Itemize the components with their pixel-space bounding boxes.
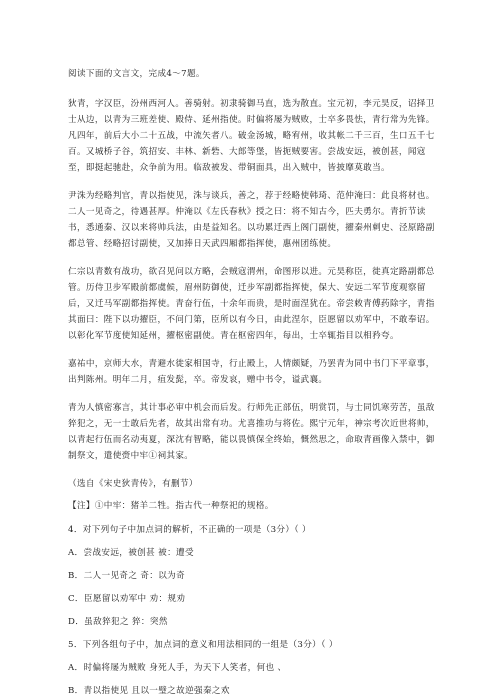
question-4-option-d: D．虽敌猝犯之 猝：突然 (68, 617, 168, 627)
question-4-option-b: B．二人一见奇之 奇：以为奇 (68, 571, 186, 581)
question-5-stem: 5．下列各组句子中，加点词的意义和用法相同的一组是（3分）（ ） (68, 640, 338, 650)
question-5-option-b: B．青以指使见 且以一璧之故逆强秦之欢 (68, 686, 230, 696)
instruction-text: 阅读下面的文言文，完成4～7题。 (68, 69, 205, 79)
question-4-stem: 4．对下列句子中加点词的解析，不正确的一项是（3分）（ ） (68, 525, 311, 535)
footnote: 【注】①中牢：猪羊二牲。指古代一种祭祀的规格。 (68, 501, 274, 511)
question-4-option-a: A．尝战安远，被创甚 被：遭受 (68, 548, 194, 558)
source-citation: （选自《宋史狄青传》，有删节） (68, 479, 198, 489)
question-5-option-a: A．时偏将屡为贼败 身死人手，为天下人笑者，何也 、 (68, 663, 287, 673)
question-4-option-c: C．臣愿留以劝军中 劝：规劝 (68, 594, 186, 604)
passage-paragraph-2: 尹洙为经略判官，青以指使见，洙与谈兵，善之，荐于经略使韩琦、范仲淹曰：此良将材也。二人一见奇之，待遇甚厚。仲淹以《左氏春秋》授之曰：将不知古今，匹夫勇尔。青折节读书，悉通秦、汉以来将帅兵法，由是益知名。以功累迁西上阁门副使，擢秦州刺史、泾原路副都总管、经略招讨副使，又加捧日天武四厢都指挥使，惠州团练使。 (68, 191, 435, 249)
passage-paragraph-1: 狄青，字汉臣，汾州西河人。善骑射。初隶骑御马直，选为散直。宝元初，李元昊反，诏择卫士从边，以青为三班差使、殿侍、延州指使。时偏将屡为贼败，士卒多畏怯，青行常为先锋。凡四年，前后大小二十五战，中流矢者八。破金汤城，略宥州，收其帐二千三百，生口五千七百。又城桥子谷，筑招安、丰林、新砦、大郎等堡，皆扼贼要害。尝战安远，被创甚，闻寇至，即挺起驰赴，众争前为用。临敌被发、带铜面具，出入贼中，皆披靡莫敢当。 (68, 99, 435, 173)
passage-paragraph-4: 嘉祐中，京师大水，青避水徙家相国寺，行止殿上，人情颇疑，乃罢青为同中书门下平章事，出判陈州。明年二月，疽发髭，卒。帝发哀，赠中书令，谥武襄。 (68, 359, 435, 385)
passage-paragraph-5: 青为人慎密寡言，其计事必审中机会而后发。行师先正部伍，明赏罚，与士同饥寒劳苦，虽敌猝犯之，无一士敢后先者，故其出常有功。尤喜推功与将佐。熙宁元年，神宗考次近世将帅，以青起行伍而名动夷夏，深沈有智略，能以畏慎保全终始，慨然思之，命取青画像入禁中，御制祭文，遣使赍中牢①祠其家。 (68, 403, 435, 461)
passage-paragraph-3: 仁宗以青数有战功，欲召见问以方略，会贼寇渭州，命图形以进。元昊称臣，徙真定路副都总管。历侍卫步军殿前都虞候，眉州防御使，迁步军副都指挥使，保大、安远二军节度观察留后，又迁马军副都指挥使。青奋行伍，十余年而贵，是时面涅犹在。帝尝敕青傅药除字，青指其面曰：陛下以功擢臣，不问门第，臣所以有今日，由此涅尔，臣愿留以劝军中，不敢奉诏。以彰化军节度使知延州，擢枢密副使。青在枢密四年，每出，士卒辄指目以相矜夸。 (68, 267, 435, 341)
